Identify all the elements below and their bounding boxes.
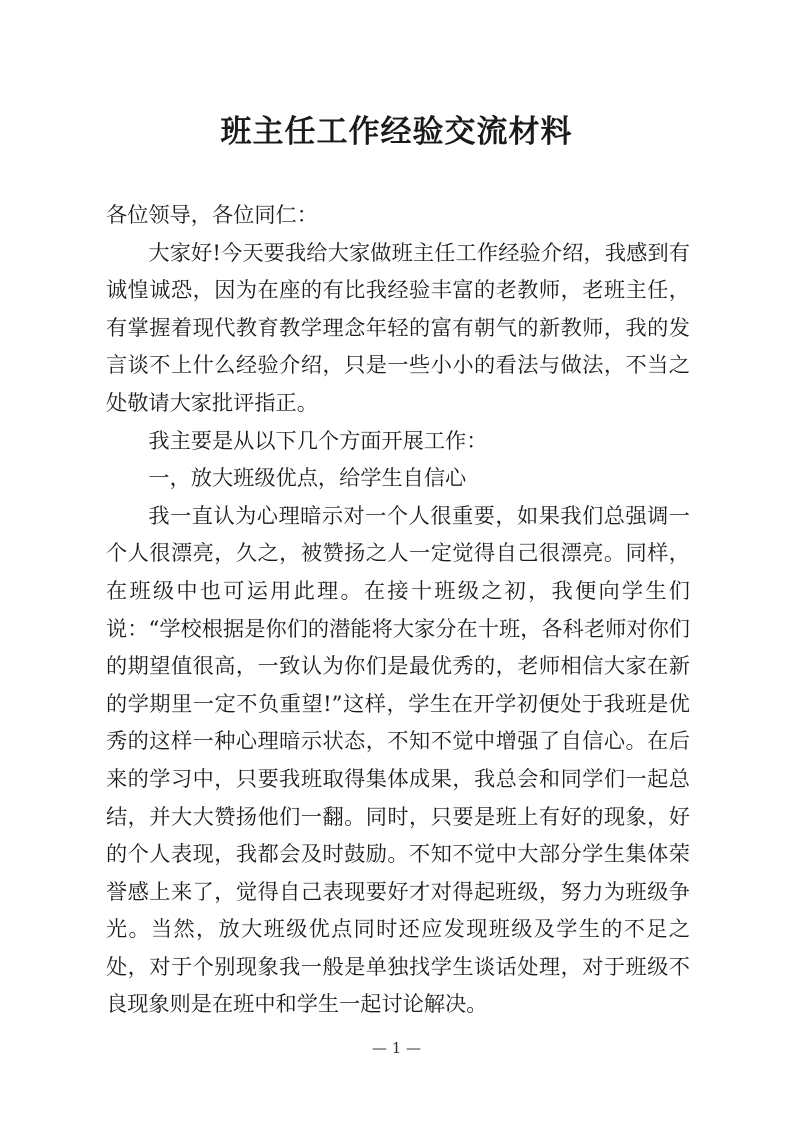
paragraph-overview: 我主要是从以下几个方面开展工作：	[148, 427, 488, 453]
paragraph-intro: 大家好!今天要我给大家做班主任工作经验介绍，我感到有诚惶诚恐，因为在座的有比我经验丰富的老教师，老班主任，有掌握着现代教育教学理念年轻的富有朝气的新教师，我的发言谈不上什么经验介绍，只是一些小小的看法与做法，不当之处敬请大家批评指正。	[106, 239, 690, 415]
document-title: 班主任工作经验交流材料	[220, 114, 573, 150]
document-body	[106, 196, 690, 1023]
page-number: — 1 —	[371, 1039, 422, 1057]
greeting: 各位领导，各位同仁：	[106, 202, 318, 227]
section-heading: 一，放大班级优点，给学生自信心	[148, 465, 467, 491]
paragraph-section-one: 我一直认为心理暗示对一个人很重要，如果我们总强调一个人很漂亮，久之，被赞扬之人一定觉得自己很漂亮。同样，在班级中也可运用此理。在接十班级之初，我便向学生们说：“学校根据是你们的潜能将大家分在十班，各科老师对你们的期望值很高，一致认为你们是最优秀的，老师相信大家在新的学期里一定不负重望!”这样，学生在开学初便处于我班是优秀的这样一种心理暗示状态，不知不觉中增强了自信心。在后来的学习中，只要我班取得集体成果，我总会和同学们一起总结，并大大赞扬他们一翻。同时，只要是班上有好的现象，好的个人表现，我都会及时鼓励。不知不觉中大部分学生集体荣誉感上来了，觉得自己表现要好才对得起班级，努力为班级争光。当然，放大班级优点同时还应发现班级及学生的不足之处，对于个别现象我一般是单独找学生谈话处理，对于班级不良现象则是在班中和学生一起讨论解决。	[106, 502, 690, 1017]
